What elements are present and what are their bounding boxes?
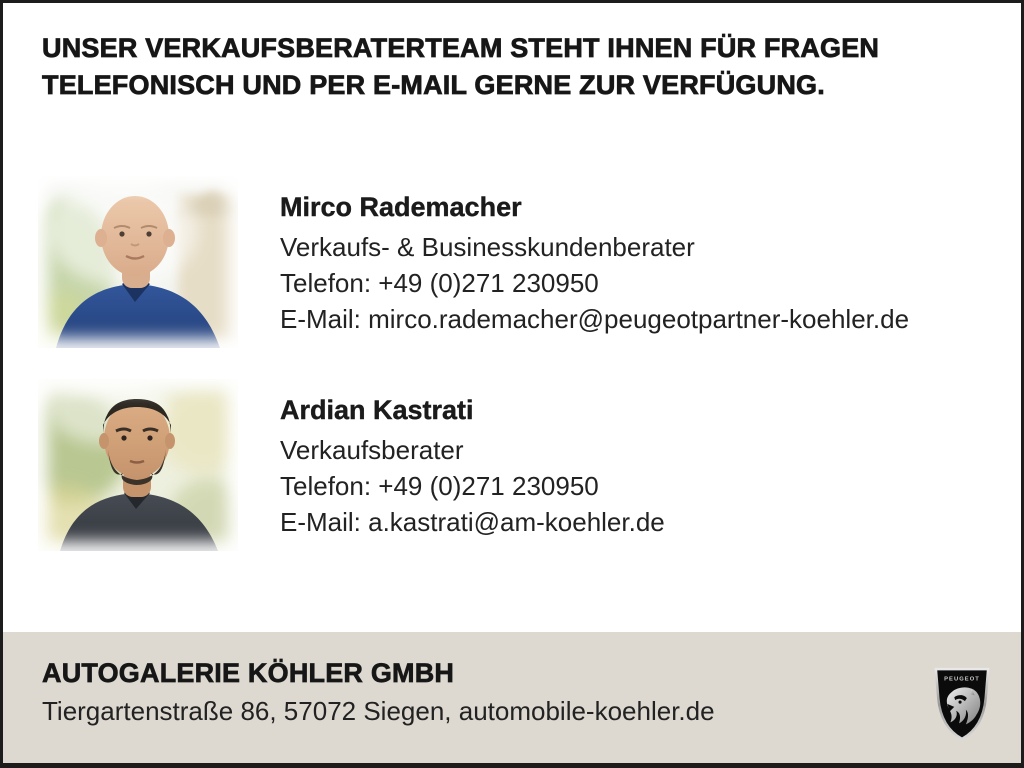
contact-details	[280, 190, 909, 337]
contact-details	[280, 393, 665, 540]
headline-line-1: UNSER VERKAUFSBERATERTEAM STEHT IHNEN FÜR FRAGEN	[42, 33, 880, 63]
portrait-mirco-rademacher	[38, 176, 238, 348]
portrait-bearded-man-dark-shirt-illustration	[38, 379, 238, 551]
peugeot-lion-shield-icon	[932, 665, 992, 743]
portrait-ardian-kastrati	[38, 379, 238, 551]
page-title	[42, 30, 1002, 104]
footer-bar	[3, 632, 1021, 763]
contact-role: Verkaufsberater	[280, 435, 464, 465]
headline-line-2: TELEFONISCH UND PER E-MAIL GERNE ZUR VERFÜGUNG.	[42, 70, 825, 100]
contact-name: Mirco Rademacher	[280, 192, 522, 222]
contact-email: E-Mail: a.kastrati@am-koehler.de	[280, 507, 665, 537]
company-name: AUTOGALERIE KÖHLER GMBH	[42, 658, 455, 688]
contact-name: Ardian Kastrati	[280, 395, 474, 425]
contact-phone: Telefon: +49 (0)271 230950	[280, 268, 599, 298]
peugeot-wordmark: PEUGEOT	[944, 676, 980, 683]
contact-role: Verkaufs- & Businesskundenberater	[280, 232, 695, 262]
contact-email: E-Mail: mirco.rademacher@peugeotpartner-koehler.de	[280, 304, 910, 334]
contact-phone: Telefon: +49 (0)271 230950	[280, 471, 599, 501]
portrait-bald-man-blue-shirt-illustration	[38, 176, 238, 348]
company-address: Tiergartenstraße 86, 57072 Siegen, automobile-koehler.de	[42, 696, 715, 726]
